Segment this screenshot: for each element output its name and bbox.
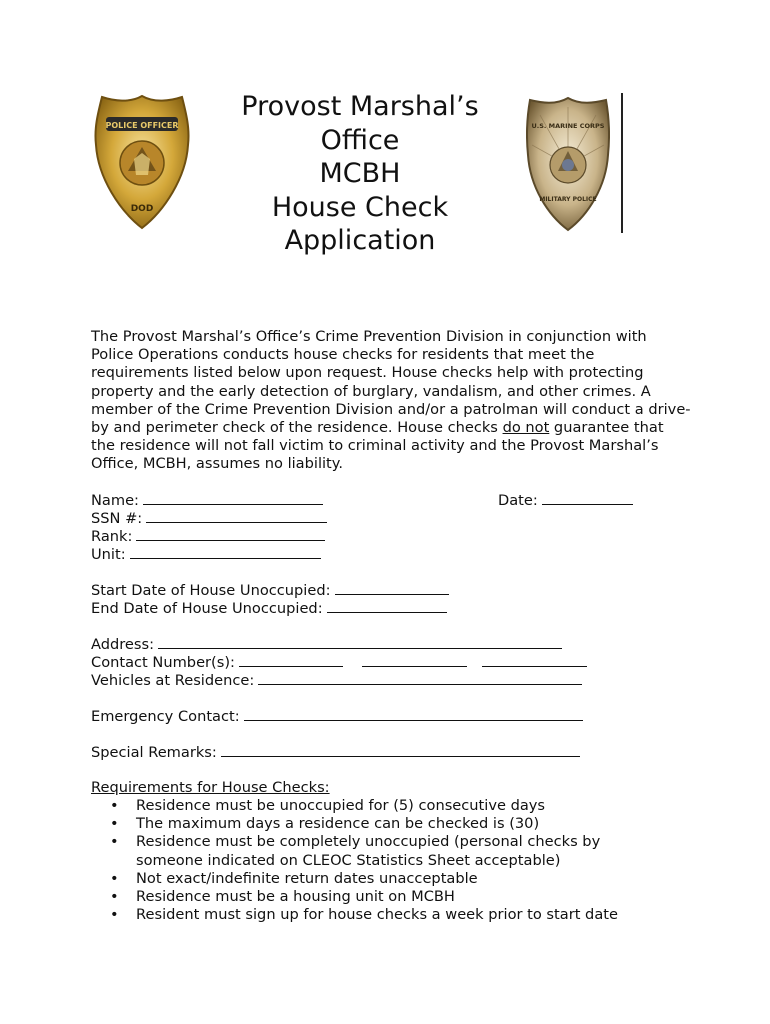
list-item: • Residence must be a housing unit on MCBH — [110, 888, 455, 906]
end-date-label: End Date of House Unoccupied: — [91, 600, 323, 617]
list-item: • Residence must be completely unoccupied (personal checks by someone indicated on CLEOC Statistics Sheet acceptable) — [110, 833, 601, 869]
list-item: • Resident must sign up for house checks a week prior to start date — [110, 906, 618, 924]
title-line-4: House Check — [271, 191, 449, 223]
title-line-2: Office — [320, 124, 400, 156]
special-remarks-blank[interactable] — [221, 743, 580, 757]
police-officer-badge-image — [92, 93, 192, 231]
start-date-label: Start Date of House Unoccupied: — [91, 582, 331, 599]
name-field — [91, 491, 323, 510]
end-date-blank[interactable] — [327, 599, 447, 613]
contact-numbers-label: Contact Number(s): — [91, 654, 235, 671]
ssn-blank[interactable] — [146, 509, 327, 523]
ssn-label: SSN #: — [91, 510, 143, 527]
bullet-icon: • — [110, 906, 119, 924]
requirements-list — [110, 797, 670, 924]
unit-label: Unit: — [91, 546, 126, 563]
emergency-contact-label: Emergency Contact: — [91, 708, 240, 725]
special-remarks-field — [91, 743, 580, 762]
header-vertical-rule — [621, 93, 623, 233]
bullet-icon: • — [110, 869, 119, 887]
svg-text:POLICE OFFICER: POLICE OFFICER — [105, 121, 179, 130]
emergency-contact-field — [91, 707, 583, 726]
rank-field — [91, 527, 325, 546]
intro-paragraph — [91, 328, 691, 474]
title-line-5: Application — [284, 225, 436, 256]
unit-blank[interactable] — [130, 545, 321, 559]
address-label: Address: — [91, 636, 155, 653]
vehicles-field — [91, 671, 582, 690]
contact-number-blank-1[interactable] — [239, 653, 343, 667]
contact-number-blank-3[interactable] — [482, 653, 587, 667]
svg-text:U.S. MARINE CORPS: U.S. MARINE CORPS — [531, 122, 605, 130]
name-blank[interactable] — [143, 491, 323, 505]
ssn-field — [91, 509, 327, 528]
vehicles-label: Vehicles at Residence: — [91, 672, 255, 689]
svg-text:DOD: DOD — [130, 204, 154, 214]
date-field — [498, 491, 633, 510]
bullet-icon: • — [110, 833, 119, 851]
list-item: • Not exact/indefinite return dates unacceptable — [110, 869, 478, 887]
contact-number-blank-2[interactable] — [362, 653, 467, 667]
vehicles-blank[interactable] — [258, 671, 582, 685]
contact-numbers-field — [91, 653, 587, 672]
address-field — [91, 635, 562, 654]
military-police-badge-image — [526, 95, 610, 233]
bullet-icon: • — [110, 815, 119, 833]
list-item: • Residence must be unoccupied for (5) consecutive days — [110, 797, 546, 814]
unit-field — [91, 545, 321, 564]
start-date-field — [91, 581, 449, 600]
end-date-field — [91, 599, 447, 618]
intro-do-not: do not — [502, 419, 550, 437]
page-title — [195, 90, 525, 258]
svg-text:MILITARY POLICE: MILITARY POLICE — [539, 196, 597, 203]
intro-text-1: The Provost Marshal’s Office’s Crime Prevention Division in conjunction with Police Operations conducts house checks for residents that meet the requirements listed below upon request. House checks help with protecting property and the early detection of burglary, vandalism, and other crimes. A member of the Crime Prevention Division and/or a patrolman will conduct a drive-by and perimeter check of the residence. House checks — [91, 328, 691, 437]
date-label: Date: — [498, 492, 538, 509]
title-line-3: MCBH — [319, 158, 401, 189]
bullet-icon: • — [110, 797, 119, 814]
bullet-icon: • — [110, 888, 119, 906]
rank-label: Rank: — [91, 528, 133, 545]
name-label: Name: — [91, 492, 139, 509]
date-blank[interactable] — [542, 491, 633, 505]
requirements-heading: Requirements for House Checks: — [91, 779, 330, 796]
title-line-1: Provost Marshal’s — [241, 91, 479, 122]
intro-text-2: guarantee that the residence will not fall victim to criminal activity and the Provost Marshal’s Office, MCBH, assumes no liability. — [91, 419, 664, 473]
special-remarks-label: Special Remarks: — [91, 744, 217, 761]
list-item: • The maximum days a residence can be checked is (30) — [110, 815, 540, 833]
start-date-blank[interactable] — [335, 581, 449, 595]
rank-blank[interactable] — [136, 527, 325, 541]
emergency-contact-blank[interactable] — [244, 707, 583, 721]
address-blank[interactable] — [158, 635, 562, 649]
